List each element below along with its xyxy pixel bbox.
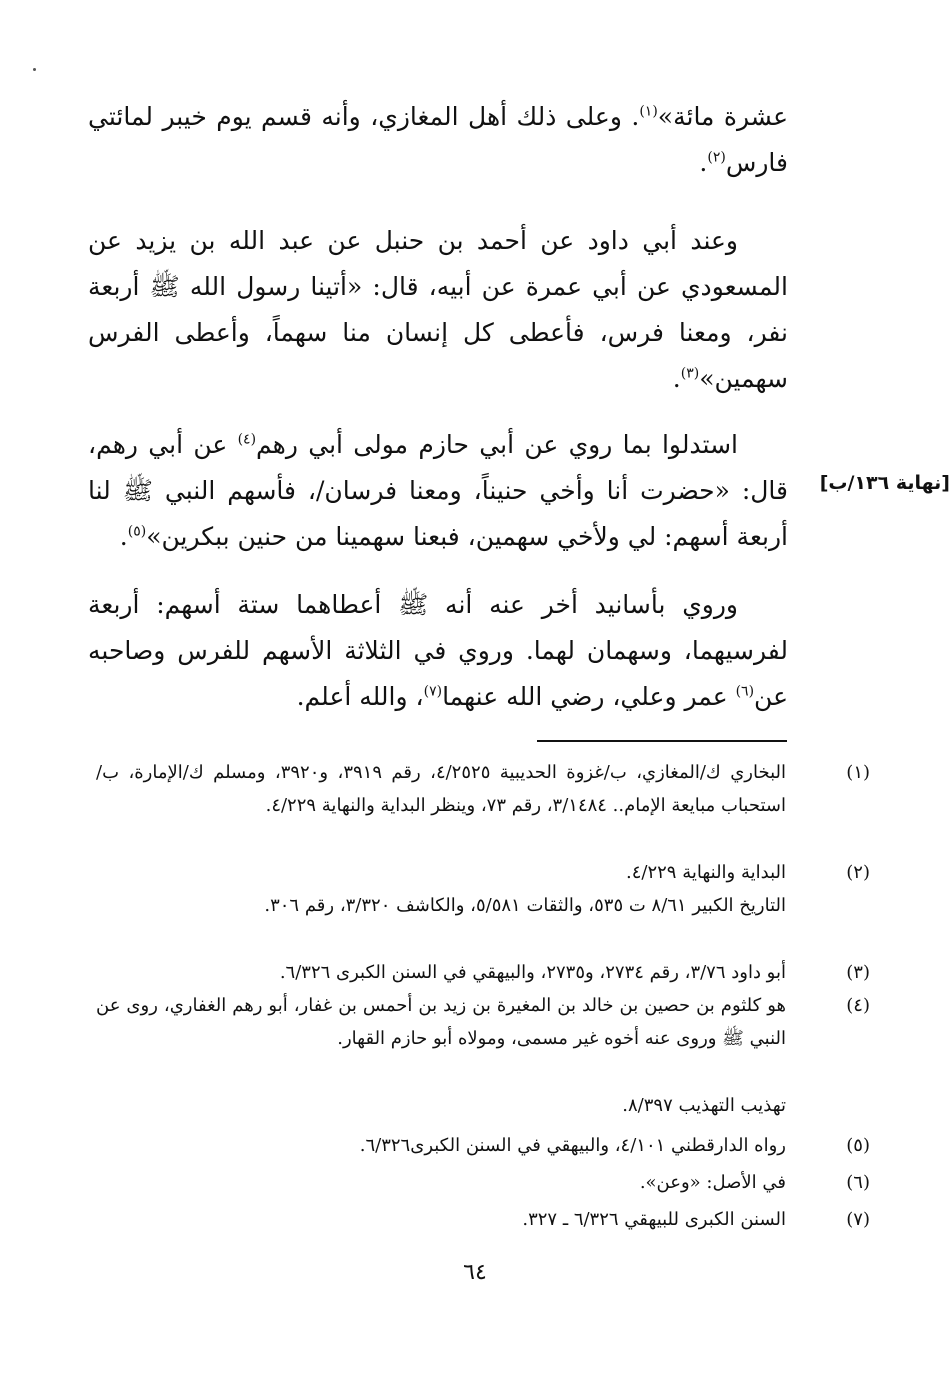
footnote-text: السنن الكبرى للبيهقي ٦/٣٢٦ ـ ٣٢٧. bbox=[522, 1209, 786, 1230]
footnote-text: هو كلثوم بن حصين بن خالد بن المغيرة بن زيد بن أحمس بن غفار، أبو رهم الغفاري، روى عن النبي ﷺ وروى عنه أخوه غير مسمى، ومولاه أبو حازم القهار. bbox=[96, 995, 786, 1049]
footnote-text: أبو داود ٣/٧٦، رقم ٢٧٣٤، و٢٧٣٥، والبيهقي في السنن الكبرى ٦/٣٢٦. bbox=[279, 962, 786, 983]
margin-note: [نهاية ١٣٦/ب] bbox=[819, 472, 950, 494]
paragraph-text: عمر وعلي، رضي الله عنهما bbox=[442, 682, 736, 711]
scan-speck bbox=[33, 68, 36, 71]
paragraph-2 bbox=[88, 218, 788, 402]
paragraph-4 bbox=[88, 582, 788, 720]
paragraph-1 bbox=[88, 94, 788, 186]
paragraph-text: عشرة مائة» bbox=[657, 102, 788, 131]
paragraph-text: . bbox=[699, 148, 708, 177]
footnote-text: البداية والنهاية ٤/٢٢٩. bbox=[625, 862, 786, 883]
footnote-4 bbox=[96, 989, 870, 1055]
paragraph-3 bbox=[88, 422, 788, 560]
footnote-2 bbox=[96, 856, 870, 889]
footnote-ref: (٥) bbox=[127, 523, 147, 540]
paragraph-text: . bbox=[119, 522, 128, 551]
footnote-number: (٧) bbox=[846, 1209, 870, 1230]
footnote-4-continued bbox=[96, 1089, 828, 1122]
paragraph-text: عن أبي رهم، قال: «حضرت أنا وأخي حنيناً، ومعنا فرسان/، فأسهم النبي ﷺ لنا أربعة أسهم: لي ولأخي سهمين، فبعنا سهمينا من حنين ببكرين» bbox=[88, 430, 788, 551]
footnote-number: (٥) bbox=[846, 1135, 870, 1156]
footnote-number: (٣) bbox=[846, 962, 870, 983]
footnote-text: البخاري ك/المغازي، ب/غزوة الحديبية ٤/٢٥٢٥، رقم ٣٩١٩، و٣٩٢٠، ومسلم ك/الإمارة، ب/استحباب مبايعة الإمام.. ٣/١٤٨٤، رقم ٧٣، وينظر البداية والنهاية ٤/٢٢٩. bbox=[96, 762, 787, 816]
page-number: ٦٤ bbox=[463, 1260, 487, 1285]
footnote-6 bbox=[96, 1166, 870, 1199]
footnote-number: (٤) bbox=[846, 995, 870, 1016]
footnote-ref: (٢) bbox=[707, 149, 726, 166]
footnote-ref: (٧) bbox=[423, 683, 443, 700]
paragraph-text: . وعلى ذلك أهل المغازي، وأنه قسم يوم خيبر لمائتي فارس bbox=[88, 102, 788, 177]
paragraph-text: . bbox=[672, 364, 681, 393]
footnote-ref: (١) bbox=[639, 103, 658, 120]
footnote-number: (٦) bbox=[846, 1172, 870, 1193]
footnote-ref: (٤) bbox=[237, 431, 257, 448]
footnote-divider bbox=[537, 740, 787, 742]
footnote-text: رواه الدارقطني ٤/١٠١، والبيهقي في السنن الكبرى٦/٣٢٦. bbox=[359, 1135, 786, 1156]
footnote-text: التاريخ الكبير ٨/٦١ ت ٥٣٥، والثقات ٥/٥٨١، والكاشف ٣/٣٢٠، رقم ٣٠٦. bbox=[264, 895, 786, 916]
footnote-2-continued bbox=[96, 889, 786, 922]
paragraph-text: ، والله أعلم. bbox=[296, 682, 424, 711]
footnote-ref: (٦) bbox=[735, 683, 755, 700]
paragraph-text: استدلوا بما روي عن أبي حازم مولى أبي رهم bbox=[256, 430, 738, 459]
footnote-5 bbox=[96, 1129, 870, 1162]
paragraph-text: وعند أبي داود عن أحمد بن حنبل عن عبد الله بن يزيد عن المسعودي عن أبي عمرة عن أبيه، قال: «أتينا رسول الله ﷺ أربعة نفر، ومعنا فرس، فأعطى كل إنسان منا سهماً، وأعطى الفرس سهمين» bbox=[88, 226, 788, 393]
footnote-text: تهذيب التهذيب ٨/٣٩٧. bbox=[622, 1095, 786, 1116]
paragraph-text: وروي بأسانيد أخر عنه أنه ﷺ أعطاهما ستة أسهم: أربعة لفرسيهما، وسهمان لهما. وروي في الثلاثة الأسهم للفرس وصاحبه عن bbox=[88, 590, 788, 711]
footnote-number: (١) bbox=[846, 762, 871, 783]
footnote-ref: (٣) bbox=[680, 365, 700, 382]
footnote-text: في الأصل: «وعن». bbox=[639, 1172, 786, 1193]
footnote-3 bbox=[96, 956, 870, 989]
footnote-7 bbox=[96, 1203, 870, 1236]
footnote-1 bbox=[96, 756, 871, 822]
footnote-number: (٢) bbox=[846, 862, 870, 883]
